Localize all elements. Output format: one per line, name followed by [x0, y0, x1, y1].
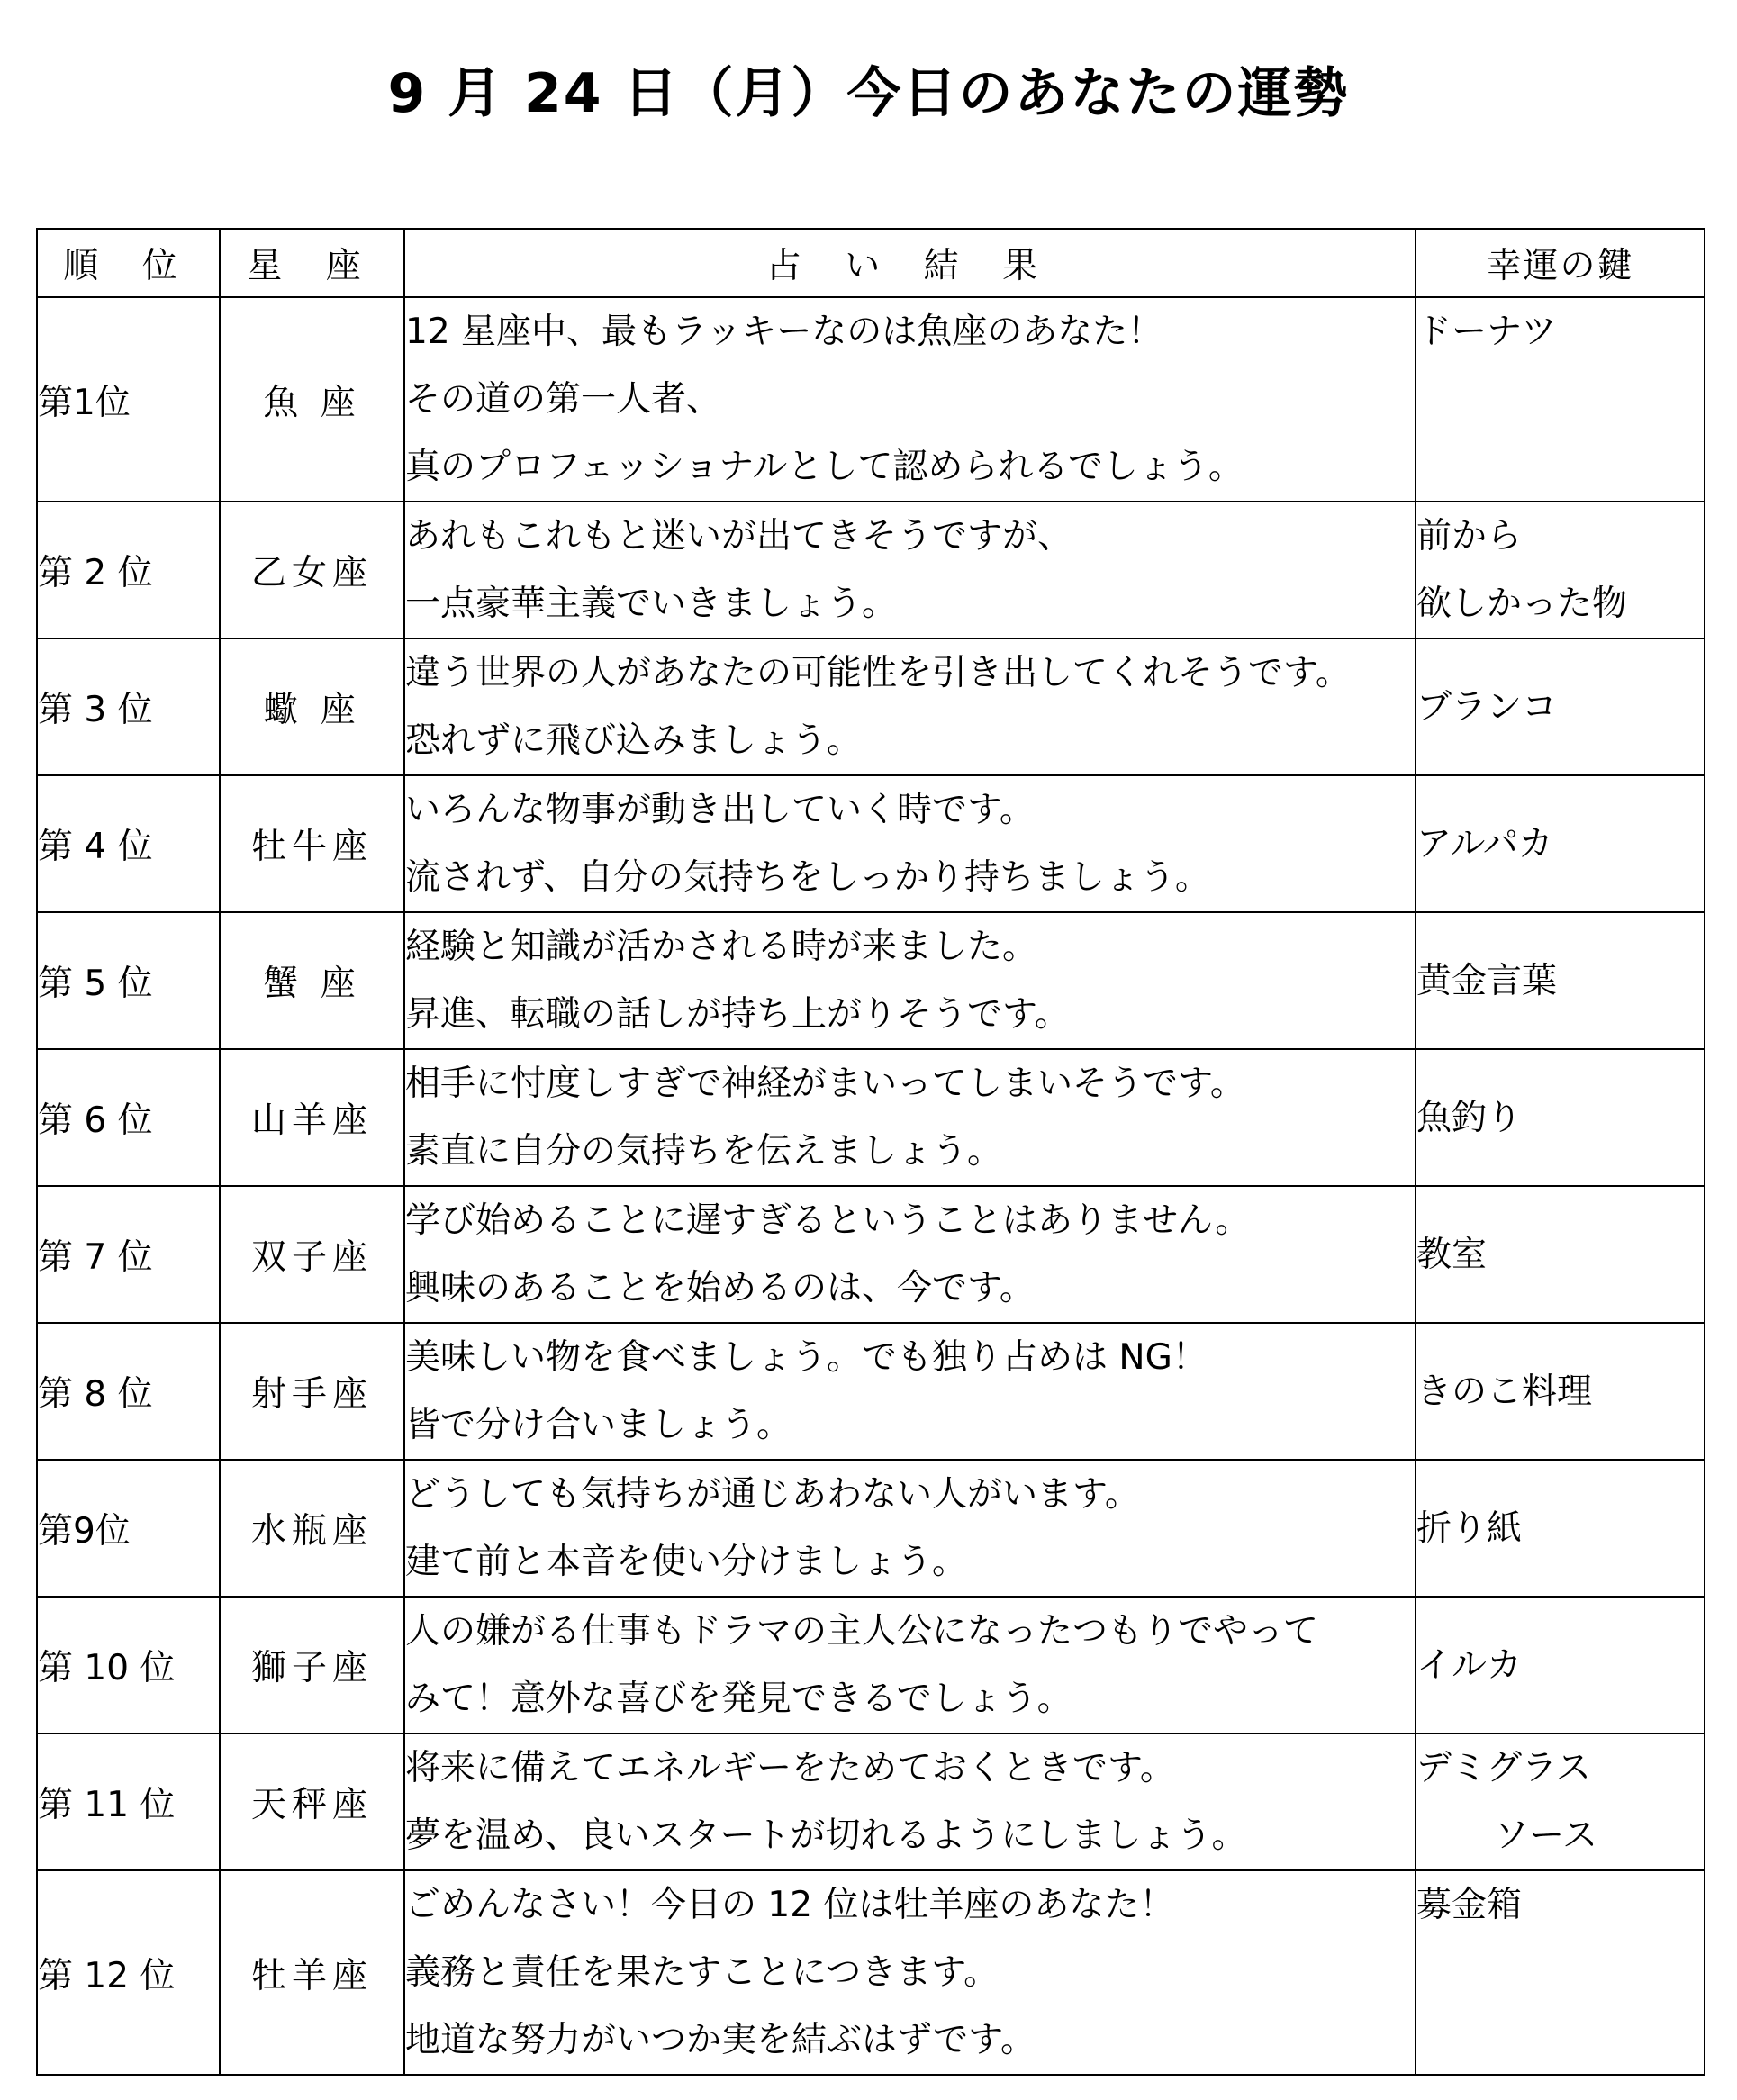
- key-cell: [1416, 297, 1705, 502]
- rank-cell: 第 12 位: [37, 1870, 220, 2075]
- result-line: ごめんなさい！今日の 12 位は牡羊座のあなた！: [405, 1885, 1175, 1925]
- key-line: デミグラス: [1416, 1748, 1591, 1788]
- result-line: 相手に忖度しすぎで神経がまいってしまいそうです。: [405, 1064, 1245, 1104]
- result-line: どうしても気持ちが通じあわない人がいます。: [405, 1474, 1140, 1515]
- sign-cell: 獅子座: [220, 1597, 404, 1733]
- result-line: 将来に備えてエネルギーをためておくときです。: [405, 1748, 1175, 1788]
- sign-cell: 水瓶座: [220, 1460, 404, 1597]
- result-cell: [404, 638, 1416, 775]
- result-line: 経験と知識が活かされる時が来ました。: [405, 927, 1038, 967]
- table-row: [37, 638, 1705, 775]
- key-line: ブランコ: [1416, 686, 1558, 728]
- result-cell: [404, 502, 1416, 638]
- header-result: 占 い 結 果: [404, 229, 1416, 297]
- result-cell: [404, 1597, 1416, 1733]
- table-row: [37, 502, 1705, 638]
- key-line: 欲しかった物: [1416, 584, 1628, 624]
- result-cell: [404, 1870, 1416, 2075]
- result-line: 一点豪華主義でいきましょう。: [405, 584, 898, 624]
- header-sign: 星 座: [220, 229, 404, 297]
- table-row: [37, 1323, 1705, 1460]
- fortune-table: [36, 228, 1705, 2076]
- key-line: ソース: [1494, 1815, 1598, 1856]
- rank-cell: 第 3 位: [37, 638, 220, 775]
- result-line: 地道な努力がいつか実を結ぶはずです。: [405, 2020, 1036, 2060]
- key-line: 教室: [1416, 1234, 1488, 1275]
- key-line: イルカ: [1416, 1644, 1523, 1686]
- key-line: 募金箱: [1416, 1885, 1523, 1925]
- sign-cell: 魚 座: [220, 297, 404, 502]
- result-line: 学び始めることに遅すぎるということはありません。: [405, 1200, 1251, 1241]
- table-row: [37, 1597, 1705, 1733]
- rank-cell: 第 8 位: [37, 1323, 220, 1460]
- key-cell: [1416, 1049, 1705, 1186]
- result-line: あれもこれもと迷いが出てきそうですが、: [405, 516, 1073, 557]
- rank-cell: 第1位: [37, 297, 220, 502]
- sign-cell: 射手座: [220, 1323, 404, 1460]
- result-line: 建て前と本音を使い分けましょう。: [405, 1542, 968, 1582]
- key-cell: [1416, 1733, 1705, 1870]
- rank-cell: 第 7 位: [37, 1186, 220, 1323]
- key-cell: [1416, 1323, 1705, 1460]
- result-line: 恐れずに飛び込みましょう。: [405, 720, 863, 761]
- rank-cell: 第 6 位: [37, 1049, 220, 1186]
- result-line: 昇進、転職の話しが持ち上がりそうです。: [405, 994, 1070, 1035]
- result-line: 皆で分け合いましょう。: [405, 1405, 792, 1445]
- result-line: 真のプロフェッショナルとして認められるでしょう。: [405, 447, 1244, 487]
- sign-cell: 牡羊座: [220, 1870, 404, 2075]
- key-cell: [1416, 1460, 1705, 1597]
- key-cell: [1416, 1186, 1705, 1323]
- sign-cell: 山羊座: [220, 1049, 404, 1186]
- result-line: 12 星座中、最もラッキーなのは魚座のあなた！: [405, 312, 1163, 352]
- sign-cell: 乙女座: [220, 502, 404, 638]
- result-line: いろんな物事が動き出していく時です。: [405, 790, 1035, 830]
- table-row: [37, 775, 1705, 912]
- header-rank: 順 位: [37, 229, 220, 297]
- key-cell: [1416, 502, 1705, 638]
- key-line: 折り紙: [1416, 1507, 1523, 1549]
- key-line: ドーナツ: [1416, 312, 1557, 352]
- sign-cell: 蟹 座: [220, 912, 404, 1049]
- key-cell: [1416, 775, 1705, 912]
- rank-cell: 第 5 位: [37, 912, 220, 1049]
- result-line: みて！意外な喜びを発見できるでしょう。: [405, 1679, 1072, 1719]
- result-cell: [404, 297, 1416, 502]
- table-row: [37, 1186, 1705, 1323]
- table-row: [37, 297, 1705, 502]
- result-cell: [404, 1460, 1416, 1597]
- key-line: アルパカ: [1416, 823, 1553, 864]
- result-line: 義務と責任を果たすことにつきます。: [405, 1952, 1000, 1993]
- result-line: 流されず、自分の気持ちをしっかり持ちましょう。: [405, 857, 1210, 898]
- key-line: きのこ料理: [1416, 1371, 1593, 1412]
- table-header-row: [37, 229, 1705, 297]
- result-cell: [404, 775, 1416, 912]
- header-key: 幸運の鍵: [1416, 229, 1705, 297]
- result-cell: [404, 1049, 1416, 1186]
- key-line: 黄金言葉: [1416, 960, 1558, 1001]
- table-row: [37, 912, 1705, 1049]
- result-line: 人の嫌がる仕事もドラマの主人公になったつもりでやって: [405, 1611, 1319, 1652]
- table-row: [37, 1460, 1705, 1597]
- key-cell: [1416, 912, 1705, 1049]
- sign-cell: 蠍 座: [220, 638, 404, 775]
- sign-cell: 双子座: [220, 1186, 404, 1323]
- result-cell: [404, 1323, 1416, 1460]
- page-title: 9 月 24 日（月）今日のあなたの運勢: [387, 62, 1350, 125]
- key-cell: [1416, 1597, 1705, 1733]
- result-line: 夢を温め、良いスタートが切れるようにしましょう。: [405, 1815, 1247, 1856]
- rank-cell: 第 10 位: [37, 1597, 220, 1733]
- rank-cell: 第 4 位: [37, 775, 220, 912]
- result-cell: [404, 1733, 1416, 1870]
- result-line: 美味しい物を食べましょう。でも独り占めは NG！: [405, 1337, 1208, 1378]
- rank-cell: 第 11 位: [37, 1733, 220, 1870]
- result-cell: [404, 1186, 1416, 1323]
- result-cell: [404, 912, 1416, 1049]
- result-line: 興味のあることを始めるのは、今です。: [405, 1268, 1035, 1308]
- result-line: 違う世界の人があなたの可能性を引き出してくれそうです。: [405, 653, 1351, 693]
- key-line: 魚釣り: [1416, 1097, 1523, 1138]
- sign-cell: 牡牛座: [220, 775, 404, 912]
- rank-cell: 第 2 位: [37, 502, 220, 638]
- table-row: [37, 1733, 1705, 1870]
- table-row: [37, 1870, 1705, 2075]
- key-line: 前から: [1416, 516, 1523, 557]
- rank-cell: 第9位: [37, 1460, 220, 1597]
- sign-cell: 天秤座: [220, 1733, 404, 1870]
- result-line: その道の第一人者、: [405, 379, 722, 420]
- table-row: [37, 1049, 1705, 1186]
- key-cell: [1416, 1870, 1705, 2075]
- result-line: 素直に自分の気持ちを伝えましょう。: [405, 1131, 1003, 1172]
- key-cell: [1416, 638, 1705, 775]
